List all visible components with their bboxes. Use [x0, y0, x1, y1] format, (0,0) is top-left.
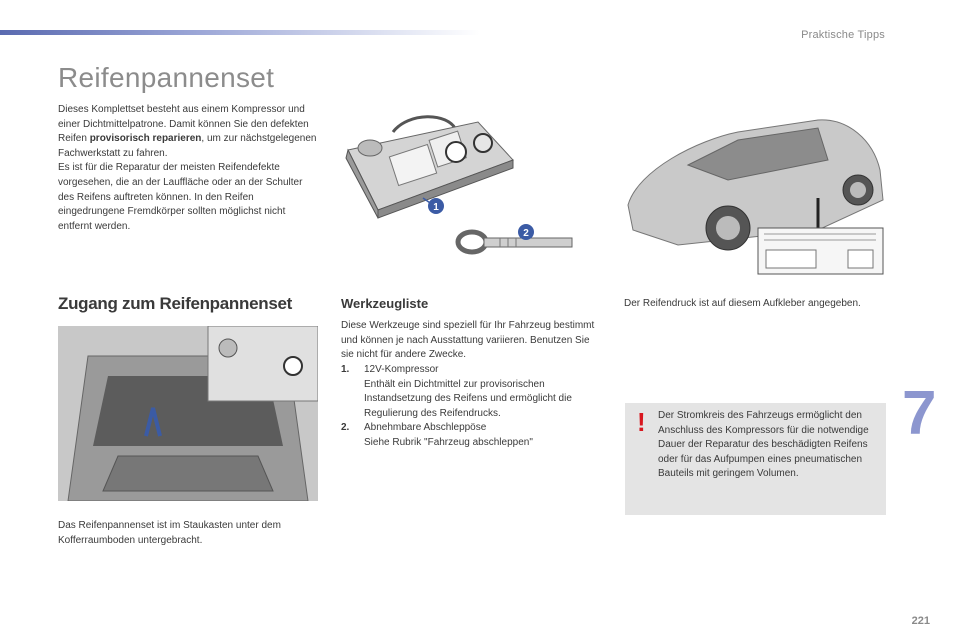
- header-accent-bar: [0, 30, 480, 35]
- exclamation-icon: !: [637, 407, 646, 437]
- callout-label-1: 1: [433, 202, 439, 213]
- list-item: [341, 363, 596, 421]
- car-tyre-sticker-illustration: [618, 110, 888, 280]
- tool-name: 12V-Kompressor: [364, 364, 439, 375]
- page-number: 221: [911, 615, 930, 627]
- intro-part2: , um zur nächstgelegenen Fachwerkstatt zu fahren.: [58, 133, 317, 159]
- list-item: [341, 421, 596, 450]
- tool-number: 1.: [341, 364, 350, 375]
- tool-list: [341, 363, 596, 451]
- callout-label-2: 2: [523, 228, 529, 239]
- section-label: Praktische Tipps: [801, 29, 885, 41]
- page-title: Reifenpannenset: [58, 62, 275, 93]
- tool-description: Siehe Rubrik "Fahrzeug abschleppen": [364, 436, 533, 448]
- tool-number: 2.: [341, 422, 350, 434]
- towing-eye-illustration: [440, 220, 575, 265]
- intro-para2: Es ist für die Reparatur der meisten Reifendefekte vorgesehen, die an der Lauffläche oder an der Schulter des Reifens auftreten können. In den Reifen eingedrungene Fremdkörper sollten möglichst nicht entfernt werden.: [58, 162, 303, 232]
- tools-intro: Diese Werkzeuge sind speziell für Ihr Fahrzeug bestimmt und können je nach Ausstattung variieren. Benutzen Sie sie nicht für andere Zwecke.: [341, 320, 595, 361]
- tools-heading: Werkzeugliste: [341, 296, 429, 311]
- tool-name: Abnehmbare Abschleppöse: [364, 422, 487, 434]
- chapter-number: 7: [902, 379, 937, 448]
- intro-bold: provisorisch reparieren: [89, 133, 202, 145]
- tyre-sticker-caption: Der Reifendruck ist auf diesem Aufkleber angegeben.: [624, 298, 861, 309]
- compressor-kit-illustration: [338, 110, 518, 222]
- tool-description: Enthält ein Dichtmittel zur provisorischen Instandsetzung des Reifens und ermöglicht die Regulierung des Reifendrucks.: [364, 378, 572, 419]
- access-heading: Zugang zum Reifenpannenset: [58, 294, 292, 313]
- trunk-caption: Das Reifenpannenset ist im Staukasten unter dem Kofferraumboden untergebracht.: [58, 520, 281, 546]
- warning-note-text: Der Stromkreis des Fahrzeugs ermöglicht den Anschluss des Kompressors für die notwendige Dauer der Reparatur des beschädigten Reifens oder für das Aufpumpen eines pneumatischen Bauteils mit geringem Volumen.: [658, 410, 869, 480]
- intro-text: [58, 103, 318, 234]
- intro-part1: Dieses Komplettset besteht aus einem Kompressor und einer Dichtmittelpatrone. Damit können Sie den defekten Reifen: [58, 104, 309, 145]
- trunk-illustration: [58, 326, 318, 501]
- warning-note: [625, 403, 886, 515]
